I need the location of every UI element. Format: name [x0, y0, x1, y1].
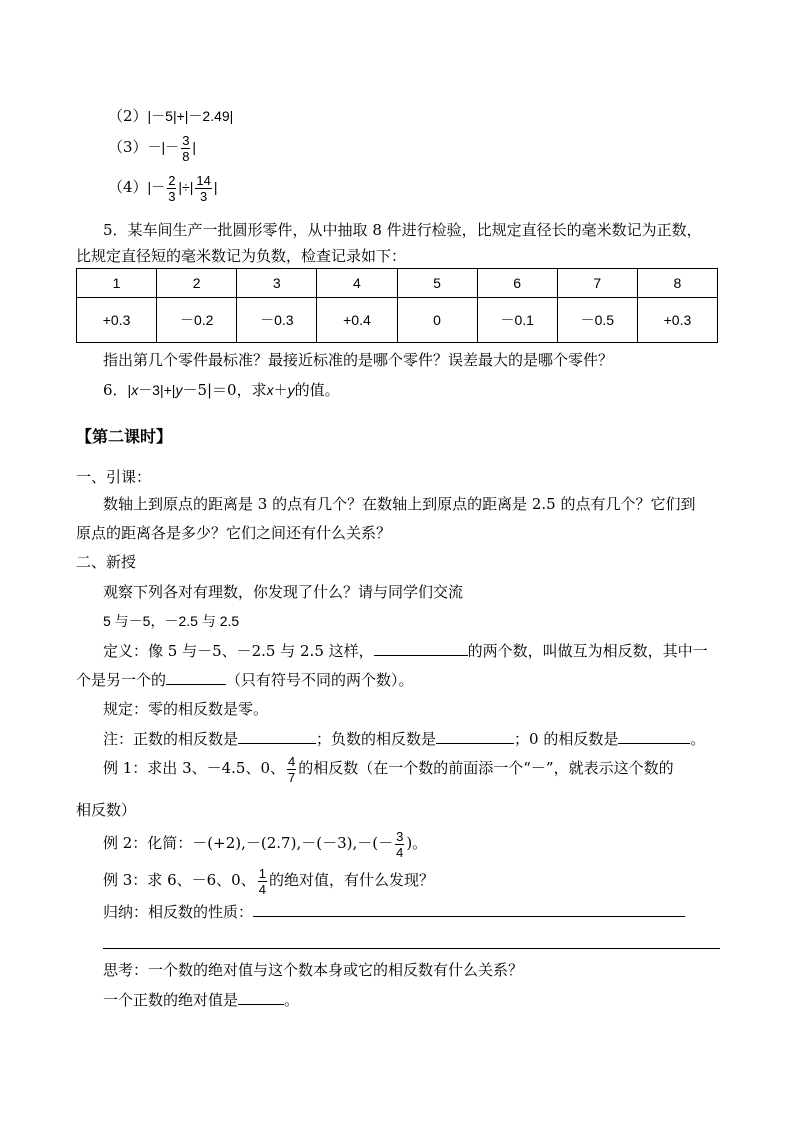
definition-line-1 [103, 641, 708, 661]
exercise-2 [108, 106, 233, 126]
fraction-numerator: 14 [196, 172, 211, 188]
summary-text: 归纳：相反数的性质： [103, 903, 254, 921]
problem-6-tail: 的值。 [294, 381, 340, 399]
table-cell: －0.5 [557, 298, 637, 343]
fraction-numerator: 1 [258, 865, 266, 881]
table-cell: +0.4 [317, 298, 397, 343]
positive-abs-text: 。 [284, 991, 300, 1009]
exercise-3-number: （3） [108, 138, 148, 156]
fraction-14-3 [195, 174, 211, 203]
fraction-4-7 [287, 755, 296, 784]
variable-x: x [131, 382, 139, 398]
problem-6-equation: －5|＝0，求 [182, 381, 267, 399]
fraction-denominator: 3 [168, 188, 176, 204]
table-header-cell: 4 [317, 269, 397, 298]
fraction-1-4 [258, 867, 267, 896]
table-cell: +0.3 [637, 298, 717, 343]
example-2-text: 例 2：化简：－(+2),－(2.7),－(－3),－(－ [103, 834, 394, 852]
exercise-3 [108, 128, 196, 166]
exercise-2-number: （2） [108, 107, 148, 125]
note-text: ；0 的相反数是 [514, 730, 619, 748]
fraction-denominator: 3 [200, 188, 208, 204]
example-3 [103, 860, 434, 900]
fraction-denominator: 8 [182, 148, 190, 164]
problem-6-number: 6． [103, 381, 128, 399]
intro-line-2: 原点的距离各是多少？它们之间还有什么关系？ [76, 524, 392, 542]
problem-5-line-2: 比规定直径短的毫米数记为负数，检查记录如下： [76, 247, 407, 265]
example-3-text: 的绝对值，有什么发现？ [268, 871, 434, 889]
note-line [103, 729, 705, 749]
summary-line [103, 902, 685, 922]
number-pairs: 5 与－5，－2.5 与 2.5 [103, 613, 240, 629]
fraction-numerator: 4 [288, 753, 296, 769]
exercise-4-suffix: | [213, 179, 218, 195]
observe-text: 观察下列各对有理数，你发现了什么？请与同学们交流 [103, 583, 464, 601]
example-1 [103, 748, 674, 788]
definition-text: （只有符号不同的两个数）。 [226, 671, 414, 689]
inspection-table [76, 268, 718, 343]
fraction-2-3 [167, 174, 176, 203]
problem-5-line-1: 5．某车间生产一批圆形零件，从中抽取 8 件进行检验，比规定直径长的毫米数记为正数， [103, 221, 702, 239]
variable-y: y [287, 382, 295, 398]
note-blank-negative[interactable] [436, 729, 514, 744]
table-cell: －0.2 [157, 298, 237, 343]
definition-blank[interactable] [166, 670, 226, 685]
example-2 [103, 823, 427, 863]
note-text: ；负数的相反数是 [316, 730, 437, 748]
table-header-cell: 3 [237, 269, 317, 298]
table-header-row [77, 269, 718, 298]
fraction-denominator: 4 [258, 881, 266, 897]
definition-blank[interactable] [374, 641, 468, 656]
table-header-cell: 5 [397, 269, 477, 298]
positive-abs-blank[interactable] [238, 990, 284, 1005]
plus-sign: ＋ [273, 382, 288, 398]
example-1-text: 的相反数（在一个数的前面添一个“－”，就表示这个数的 [298, 759, 674, 777]
definition-line-2 [76, 670, 414, 690]
fraction-denominator: 7 [288, 769, 296, 785]
fraction-numerator: 3 [396, 828, 404, 844]
variable-x: x [266, 382, 274, 398]
note-blank-positive[interactable] [238, 729, 316, 744]
fraction-3-8 [181, 134, 190, 163]
table-header-cell: 2 [157, 269, 237, 298]
summary-blank[interactable] [253, 902, 685, 917]
fraction-numerator: 3 [182, 132, 190, 148]
example-3-text: 例 3：求 6、－6、0、 [103, 871, 256, 889]
definition-text: 定义：像 5 与－5、－2.5 与 2.5 这样， [103, 642, 374, 660]
table-cell: 0 [397, 298, 477, 343]
table-row [77, 298, 718, 343]
exercise-3-prefix: －|－ [147, 139, 180, 155]
example-1-line-2: 相反数） [76, 801, 137, 819]
problem-6-abs-bar: | [127, 382, 132, 398]
definition-text: 个是另一个的 [76, 671, 167, 689]
table-header-cell: 7 [557, 269, 637, 298]
rule-text: 规定：零的相反数是零。 [103, 700, 269, 718]
exercise-2-expression: |－5|+|－2.49| [147, 108, 234, 124]
fraction-denominator: 4 [396, 844, 404, 860]
table-cell: －0.3 [237, 298, 317, 343]
variable-y: y [175, 382, 183, 398]
definition-text: 的两个数，叫做互为相反数，其中一 [467, 642, 708, 660]
table-cell: +0.3 [77, 298, 157, 343]
problem-5-question: 指出第几个零件最标准？最接近标准的是哪个零件？误差最大的是哪个零件？ [103, 351, 614, 369]
problem-6-expression: －3|+| [138, 382, 176, 398]
section-title: 【第二课时】 [76, 427, 173, 446]
table-header-cell: 6 [477, 269, 557, 298]
positive-abs-text: 一个正数的绝对值是 [103, 991, 239, 1009]
example-1-text: 例 1：求出 3、－4.5、0、 [103, 759, 286, 777]
problem-6 [103, 380, 340, 400]
note-text: 注：正数的相反数是 [103, 730, 239, 748]
exercise-4-number: （4） [108, 178, 148, 196]
exercise-4 [108, 168, 218, 206]
new-lesson-heading: 二、新授 [76, 553, 137, 571]
table-cell: －0.1 [477, 298, 557, 343]
think-text: 思考：一个数的绝对值与这个数本身或它的相反数有什么关系？ [103, 961, 524, 979]
intro-heading: 一、引课： [76, 468, 152, 486]
intro-line-1: 数轴上到原点的距离是 3 的点有几个？在数轴上到原点的距离是 2.5 的点有几个？它们到 [103, 495, 696, 513]
table-header-cell: 1 [77, 269, 157, 298]
exercise-4-operator: |÷| [178, 179, 194, 195]
example-2-text: )。 [406, 834, 428, 852]
note-text: 。 [690, 730, 706, 748]
exercise-3-suffix: | [192, 139, 197, 155]
positive-abs-line [103, 990, 299, 1010]
note-blank-zero[interactable] [618, 729, 690, 744]
answer-line[interactable] [103, 948, 720, 949]
fraction-3-4 [395, 830, 404, 859]
fraction-numerator: 2 [168, 172, 176, 188]
table-header-cell: 8 [637, 269, 717, 298]
exercise-4-prefix: |－ [147, 179, 166, 195]
